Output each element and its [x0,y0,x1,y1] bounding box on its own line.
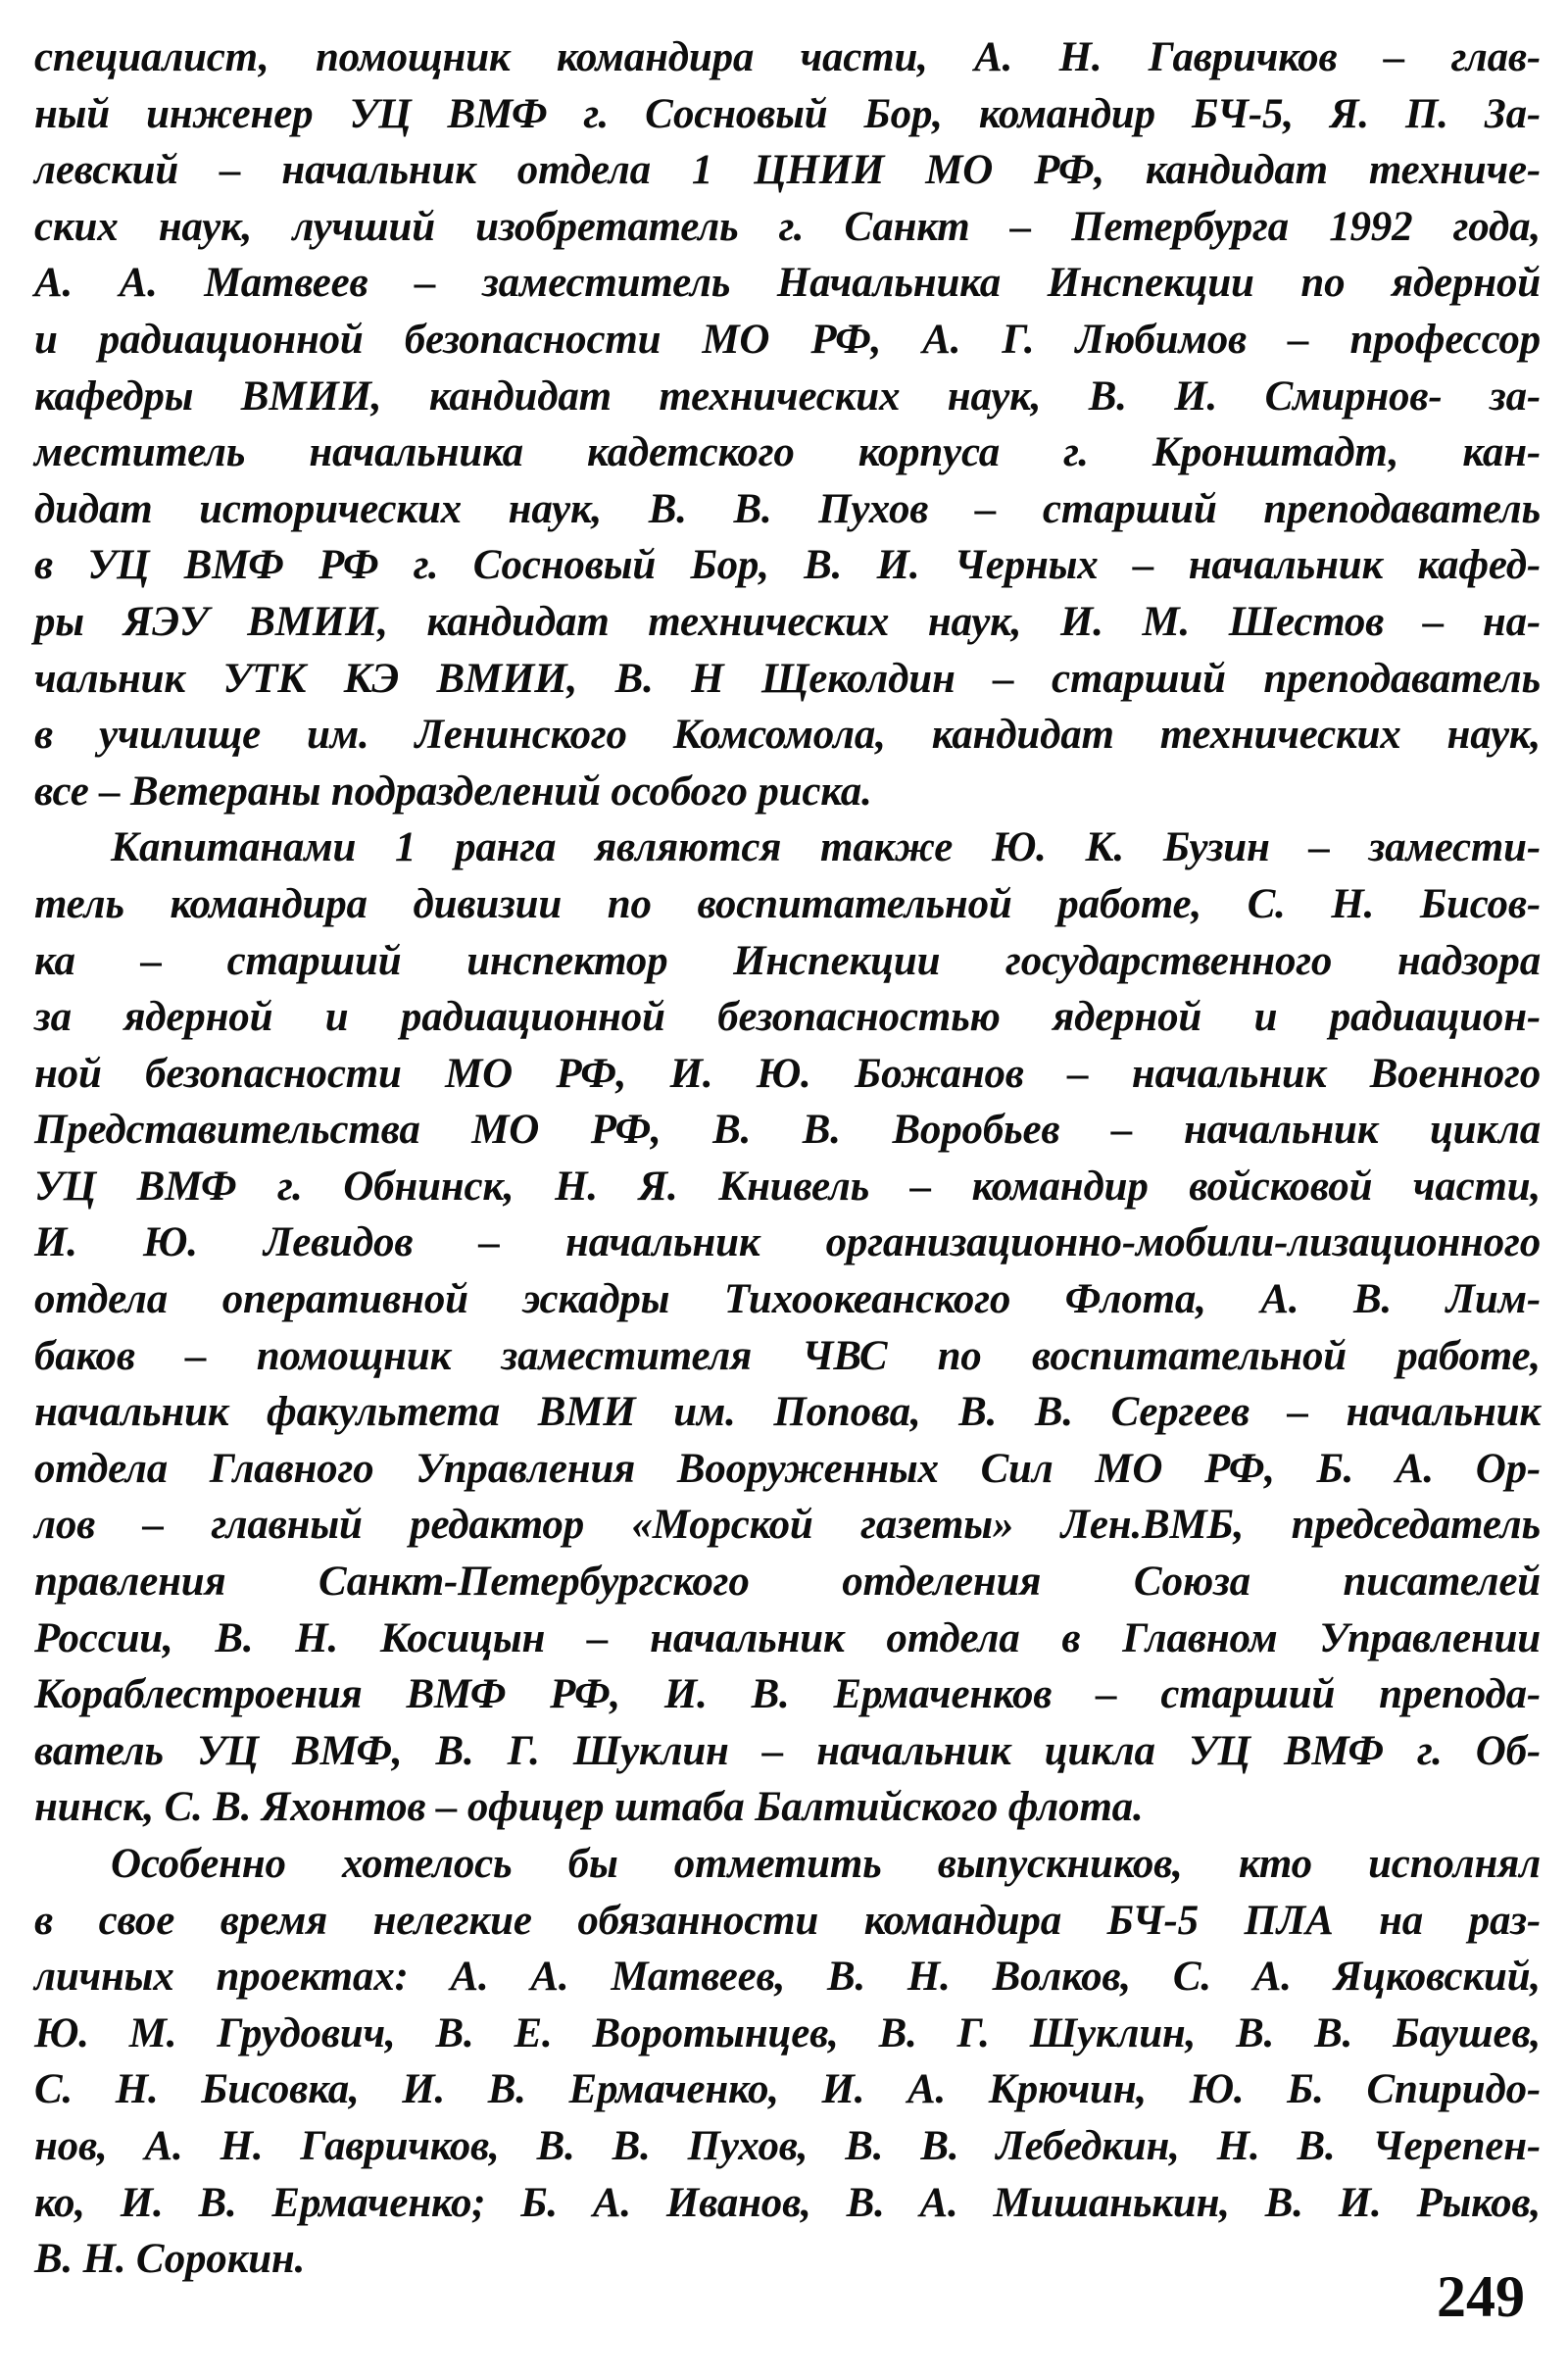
body-text [34,29,1541,2288]
text-line: в училище им. Ленинского Комсомола, кандидат технических наук, [34,712,1541,759]
text-line: И. Ю. Левидов – начальник организационно-мобили-лизационного [34,1219,1541,1266]
text-line: Кораблестроения ВМФ РФ, И. В. Ермаченков – старший препода- [34,1671,1541,1718]
text-line: меститель начальника кадетского корпуса г. Кронштадт, кан- [34,429,1541,476]
text-line: В. Н. Сорокин. [34,2236,306,2283]
text-line: ры ЯЭУ ВМИИ, кандидат технических наук, И. М. Шестов – на- [34,598,1541,645]
text-line: тель командира дивизии по воспитательной работе, С. Н. Бисов- [34,880,1541,927]
paragraph [34,29,1541,819]
text-line: правления Санкт-Петербургского отделения Союза писателей [34,1559,1541,1606]
text-line: начальник факультета ВМИ им. Попова, В. В. Сергеев – начальник [34,1389,1541,1436]
text-line: в свое время нелегкие обязанности командира БЧ-5 ПЛА на раз- [34,1897,1541,1944]
text-line: Представительства МО РФ, В. В. Воробьев – начальник цикла [34,1107,1541,1154]
text-line: ватель УЦ ВМФ, В. Г. Шуклин – начальник цикла УЦ ВМФ г. Об- [34,1727,1541,1774]
text-line: в УЦ ВМФ РФ г. Сосновый Бор, В. И. Черных – начальник кафед- [34,542,1541,589]
text-line: лов – главный редактор «Морской газеты» Лен.ВМБ, председатель [34,1502,1541,1549]
text-line: все – Ветераны подразделений особого риска. [34,768,872,815]
text-line: ной безопасности МО РФ, И. Ю. Божанов – начальник Военного [34,1050,1541,1097]
text-line: отдела Главного Управления Вооруженных Сил МО РФ, Б. А. Ор- [34,1445,1541,1492]
text-line: баков – помощник заместителя ЧВС по воспитательной работе, [34,1332,1541,1379]
text-line: Капитанами 1 ранга являются также Ю. К. Бузин – замести- [111,824,1541,871]
text-line: личных проектах: А. А. Матвеев, В. Н. Волков, С. А. Яцковский, [34,1954,1541,2001]
text-line: чальник УТК КЭ ВМИИ, В. Н Щеколдин – старший преподаватель [34,655,1541,702]
text-line: левский – начальник отдела 1 ЦНИИ МО РФ, кандидат техниче- [34,147,1541,194]
text-line: дидат исторических наук, В. В. Пухов – старший преподаватель [34,485,1541,532]
text-line: нинск, С. В. Яхонтов – офицер штаба Балтийского флота. [34,1784,1144,1831]
page-number: 249 [1437,2264,1525,2329]
text-line: ко, И. В. Ермаченко; Б. А. Иванов, В. А. Мишанькин, В. И. Рыков, [34,2179,1541,2226]
text-line: и радиационной безопасности МО РФ, А. Г. Любимов – профессор [34,316,1541,363]
text-line: Особенно хотелось бы отметить выпускников, кто исполнял [111,1841,1541,1887]
text-line: специалист, помощник командира части, А. Н. Гавричков – глав- [34,34,1541,80]
text-line: ских наук, лучший изобретатель г. Санкт – Петербурга 1992 года, [34,203,1541,250]
text-line: А. А. Матвеев – заместитель Начальника Инспекции по ядерной [34,260,1541,307]
text-line: отдела оперативной эскадры Тихоокеанского Флота, А. В. Лим- [34,1276,1541,1323]
text-line: за ядерной и радиационной безопасностью ядерной и радиацион- [34,994,1541,1041]
text-line: УЦ ВМФ г. Обнинск, Н. Я. Книвель – командир войсковой части, [34,1163,1541,1210]
text-line: ка – старший инспектор Инспекции государственного надзора [34,937,1541,984]
text-line: Ю. М. Грудович, В. Е. Воротынцев, В. Г. Шуклин, В. В. Баушев, [34,2009,1541,2056]
text-line: С. Н. Бисовка, И. В. Ермаченко, И. А. Крючин, Ю. Б. Спиридо- [34,2066,1541,2113]
text-line: кафедры ВМИИ, кандидат технических наук, В. И. Смирнов- за- [34,372,1541,420]
paragraph [34,819,1541,1836]
text-line: России, В. Н. Косицын – начальник отдела в Главном Управлении [34,1614,1541,1661]
paragraph [34,1836,1541,2288]
text-line: ный инженер УЦ ВМФ г. Сосновый Бор, командир БЧ-5, Я. П. За- [34,90,1541,137]
text-line: нов, А. Н. Гавричков, В. В. Пухов, В. В. Лебедкин, Н. В. Черепен- [34,2122,1541,2169]
